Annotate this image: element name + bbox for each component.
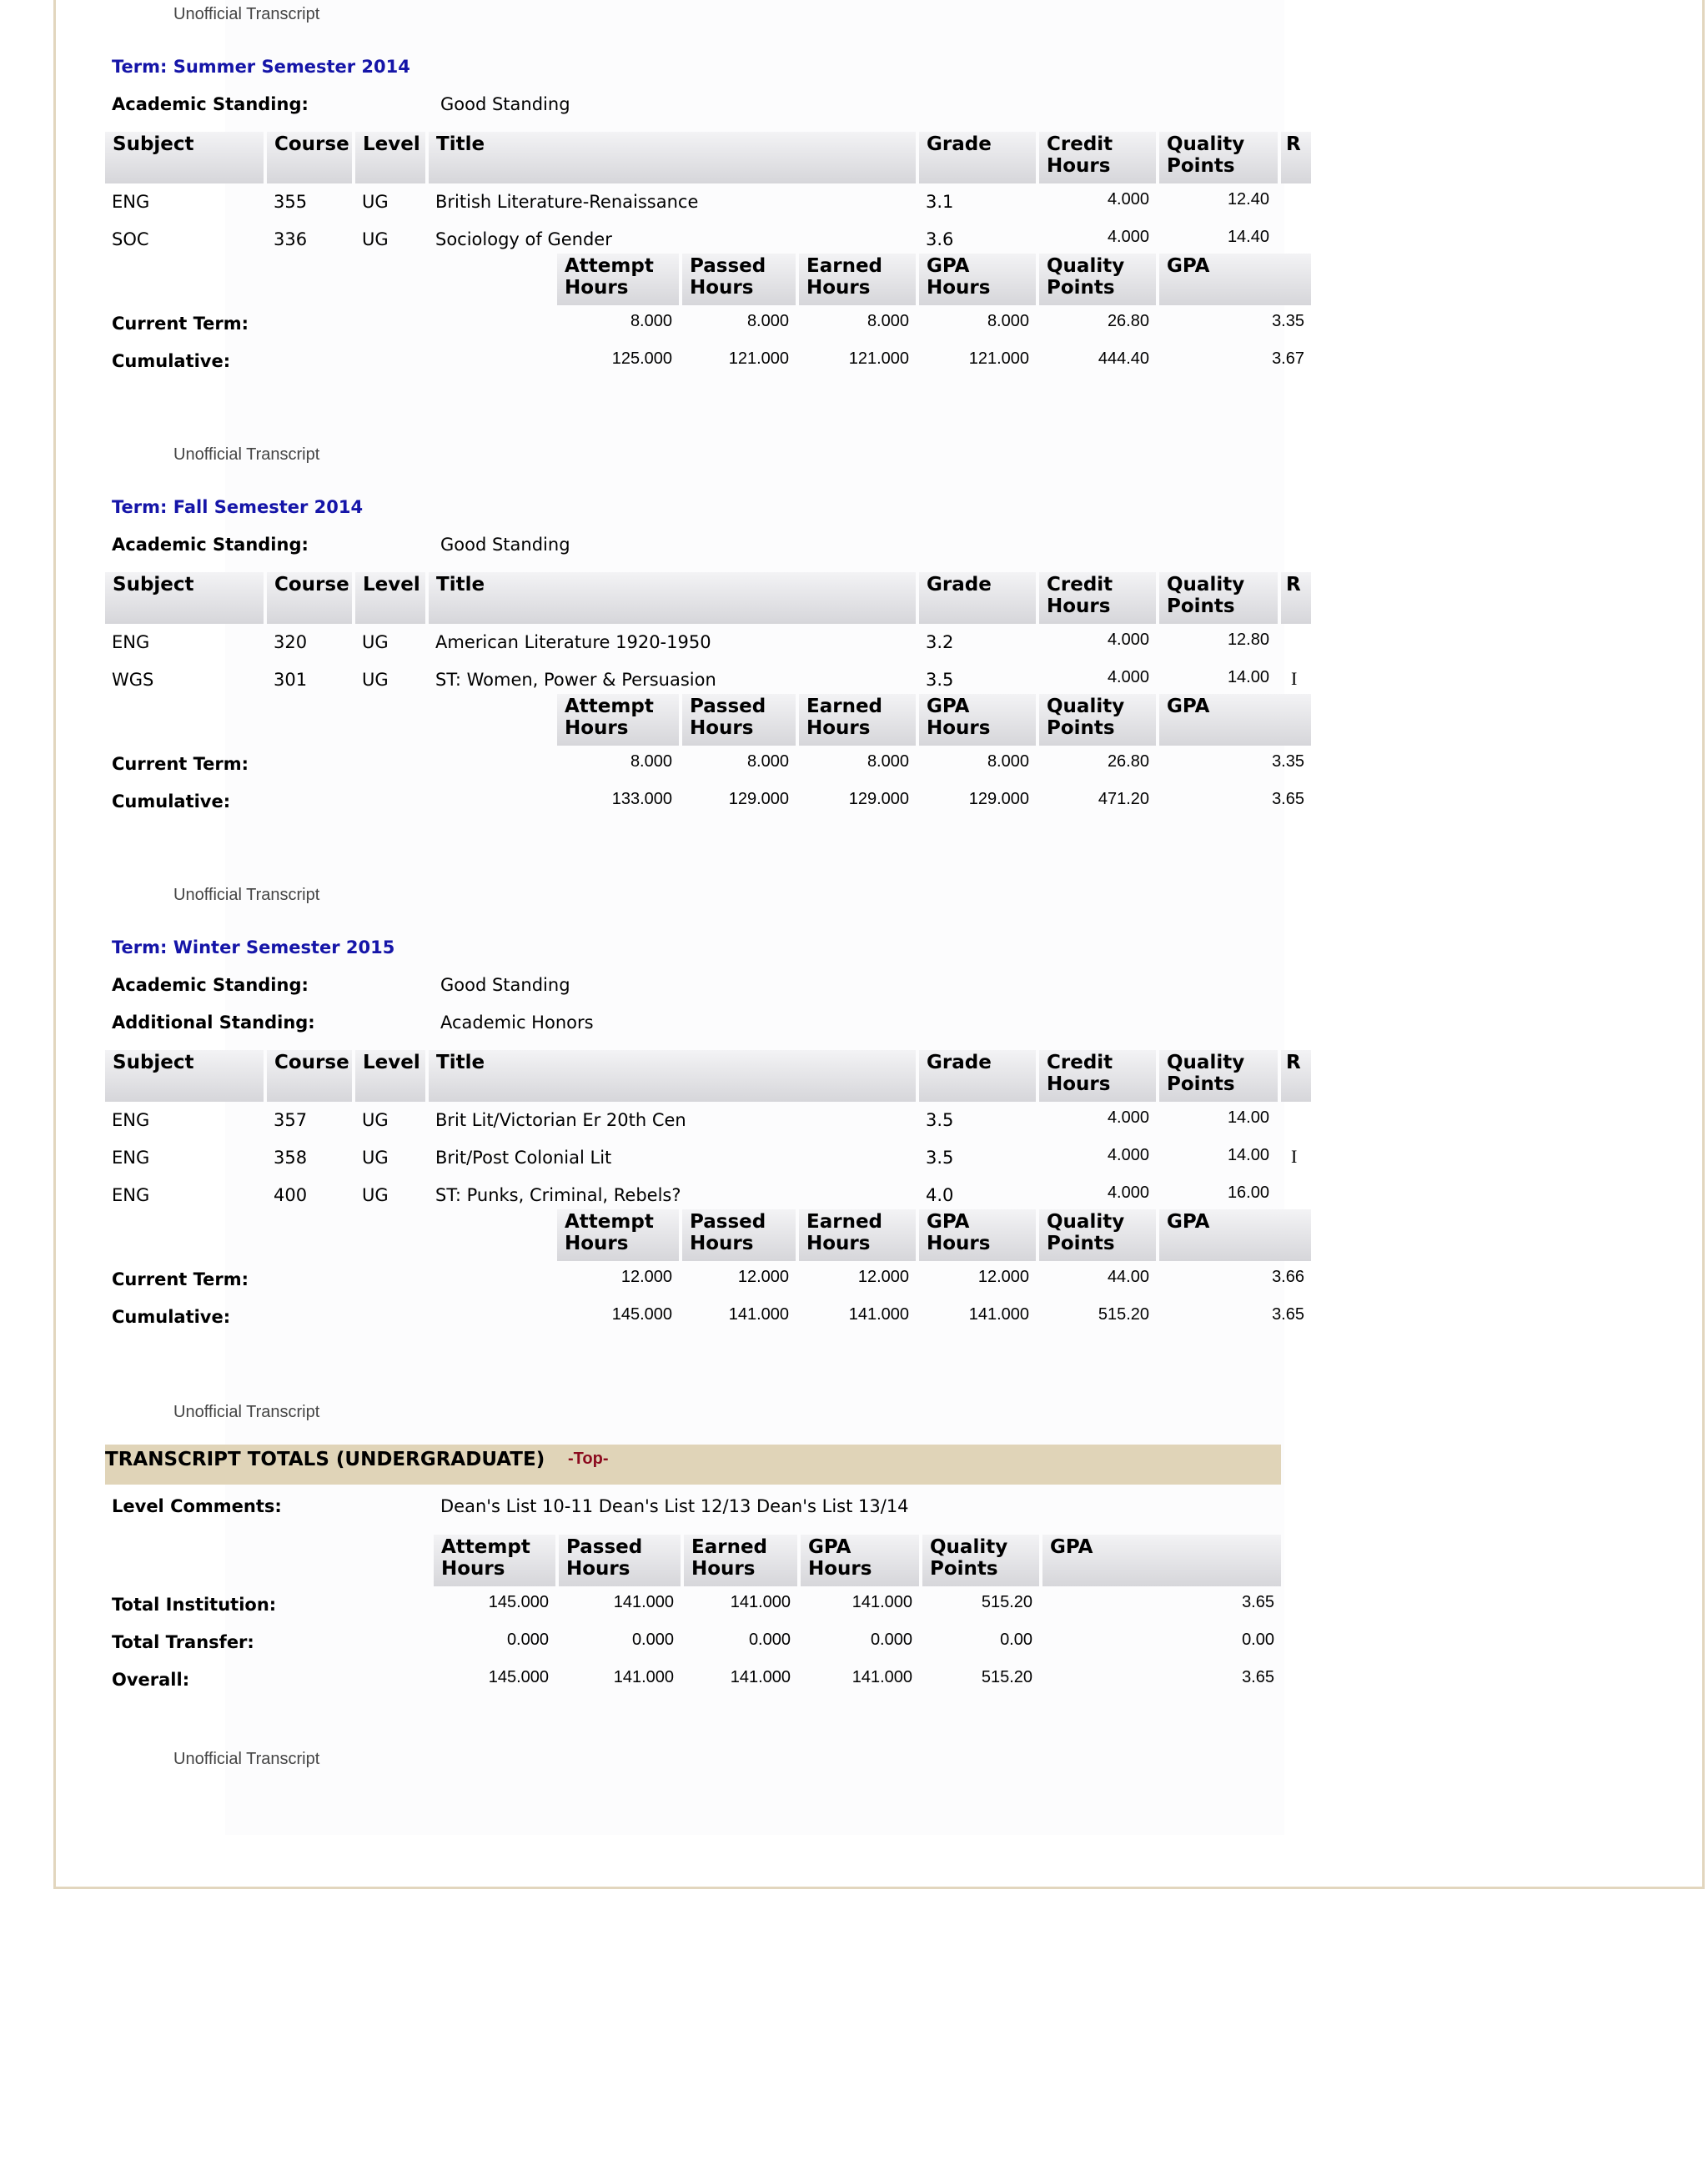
course-table-header [105,572,1311,624]
stat-header-gpa_hours: GPA Hours [919,254,1036,305]
course-title: American Literature 1920-1950 [435,632,711,652]
course-grade: 4.0 [926,1185,954,1205]
term-section [105,57,1314,371]
course-title: British Literature-Renaissance [435,192,699,212]
current-term-earned: 8.000 [867,312,909,330]
academic-standing-label: Academic Standing: [112,975,309,995]
course-quality-points: 14.00 [1227,1146,1269,1164]
totals-row-label: Total Institution: [112,1595,277,1615]
course-number: 336 [274,229,308,249]
academic-standing-label: Academic Standing: [112,94,309,114]
course-grade: 3.5 [926,1148,954,1168]
course-subject: SOC [112,229,149,249]
course-quality-points: 12.40 [1227,190,1269,209]
current-term-earned: 12.000 [857,1268,909,1286]
unofficial-transcript-label: Unofficial Transcript [173,1403,320,1421]
academic-standing-label: Academic Standing: [112,535,309,555]
additional-standing-label: Additional Standing: [112,1013,315,1033]
course-credit-hours: 4.000 [1107,190,1149,209]
totals-gpa_hours: 0.000 [870,1631,912,1649]
totals-passed: 141.000 [613,1668,674,1686]
cumulative-quality: 515.20 [1098,1305,1149,1324]
course-number: 358 [274,1148,308,1168]
term-stats-header [105,254,1311,305]
course-subject: ENG [112,192,150,212]
cumulative-passed: 121.000 [728,349,789,368]
header-title: Title [429,1050,916,1102]
course-repeat-flag: I [1291,668,1298,689]
course-title: Brit/Post Colonial Lit [435,1148,612,1168]
course-quality-points: 14.00 [1227,1108,1269,1127]
current-term-attempt: 8.000 [630,752,672,771]
cumulative-gpa_hours: 129.000 [968,790,1029,808]
stat-header-earned: Earned Hours [799,1209,916,1261]
cumulative-earned: 121.000 [848,349,909,368]
course-number: 357 [274,1110,308,1130]
stat-header-quality: Quality Points [1039,254,1156,305]
current-term-passed: 12.000 [737,1268,789,1286]
header-grade: Grade [919,572,1036,624]
header-credit: Credit Hours [1039,1050,1156,1102]
totals-bar [105,1445,1281,1485]
stat-header-earned: Earned Hours [799,254,916,305]
term-stats-header [105,1209,1311,1261]
course-subject: WGS [112,670,154,690]
course-subject: ENG [112,1148,150,1168]
course-grade: 3.2 [926,632,954,652]
course-quality-points: 16.00 [1227,1183,1269,1202]
current-term-gpa: 3.35 [1272,312,1304,330]
totals-gpa_hours: 141.000 [851,1668,912,1686]
current-term-gpa: 3.66 [1272,1268,1304,1286]
header-course: Course [267,572,352,624]
header-title: Title [429,572,916,624]
current-term-attempt: 12.000 [620,1268,672,1286]
header-credit: Credit Hours [1039,572,1156,624]
current-term-quality: 26.80 [1107,752,1149,771]
course-quality-points: 14.00 [1227,668,1269,686]
academic-standing-value: Good Standing [440,94,570,114]
header-level: Level [355,1050,425,1102]
course-credit-hours: 4.000 [1107,1146,1149,1164]
stat-header-attempt: Attempt Hours [557,694,679,746]
stat-header-gpa_hours: GPA Hours [919,694,1036,746]
current-term-quality: 26.80 [1107,312,1149,330]
current-term-label: Current Term: [112,754,249,774]
current-term-label: Current Term: [112,314,249,334]
term-stats-header [105,694,1311,746]
totals-gpa_hours: 141.000 [851,1593,912,1611]
header-quality: Quality Points [1159,1050,1278,1102]
unofficial-transcript-label: Unofficial Transcript [173,445,320,464]
course-level: UG [362,670,389,690]
academic-standing-value: Good Standing [440,535,570,555]
current-term-passed: 8.000 [746,312,789,330]
totals-row-label: Overall: [112,1670,190,1690]
totals-header-gpa_hours: GPA Hours [801,1535,919,1586]
course-number: 355 [274,192,308,212]
course-credit-hours: 4.000 [1107,1108,1149,1127]
totals-row-label: Total Transfer: [112,1632,254,1652]
current-term-gpa_hours: 8.000 [987,752,1029,771]
course-number: 320 [274,632,308,652]
term-section [105,937,1314,1327]
header-grade: Grade [919,1050,1036,1102]
header-course: Course [267,1050,352,1102]
header-credit: Credit Hours [1039,132,1156,183]
course-number: 301 [274,670,308,690]
course-level: UG [362,1185,389,1205]
cumulative-attempt: 145.000 [611,1305,672,1324]
totals-header-quality: Quality Points [922,1535,1039,1586]
header-course: Course [267,132,352,183]
stat-header-gpa: GPA [1159,254,1311,305]
course-title: Sociology of Gender [435,229,612,249]
course-quality-points: 12.80 [1227,631,1269,649]
cumulative-quality: 471.20 [1098,790,1149,808]
stat-header-gpa_hours: GPA Hours [919,1209,1036,1261]
totals-gpa: 3.65 [1242,1668,1274,1686]
course-credit-hours: 4.000 [1107,631,1149,649]
totals-earned: 0.000 [748,1631,791,1649]
stat-header-earned: Earned Hours [799,694,916,746]
course-level: UG [362,1148,389,1168]
course-number: 400 [274,1185,308,1205]
additional-standing-value: Academic Honors [440,1013,594,1033]
course-credit-hours: 4.000 [1107,228,1149,246]
header-r: R [1281,132,1311,183]
totals-gpa: 0.00 [1242,1631,1274,1649]
stat-header-passed: Passed Hours [682,694,796,746]
current-term-gpa_hours: 12.000 [977,1268,1029,1286]
course-table-header [105,132,1311,183]
totals-passed: 141.000 [613,1593,674,1611]
course-level: UG [362,632,389,652]
header-subject: Subject [105,132,264,183]
current-term-gpa: 3.35 [1272,752,1304,771]
transcript-totals-section [105,1445,1314,1690]
course-credit-hours: 4.000 [1107,1183,1149,1202]
course-table-header [105,1050,1311,1102]
cumulative-attempt: 133.000 [611,790,672,808]
header-grade: Grade [919,132,1036,183]
unofficial-transcript-label: Unofficial Transcript [173,1750,320,1768]
cumulative-label: Cumulative: [112,792,231,812]
course-subject: ENG [112,1110,150,1130]
stat-header-gpa: GPA [1159,1209,1311,1261]
totals-quality: 0.00 [1000,1631,1032,1649]
cumulative-quality: 444.40 [1098,349,1149,368]
totals-attempt: 0.000 [506,1631,549,1649]
cumulative-gpa: 3.65 [1272,1305,1304,1324]
cumulative-gpa: 3.65 [1272,790,1304,808]
term-title: Term: Summer Semester 2014 [112,57,410,77]
current-term-earned: 8.000 [867,752,909,771]
unofficial-transcript-label: Unofficial Transcript [173,5,320,23]
header-subject: Subject [105,572,264,624]
totals-earned: 141.000 [730,1668,791,1686]
course-subject: ENG [112,632,150,652]
totals-attempt: 145.000 [488,1593,549,1611]
level-comments-label: Level Comments: [112,1496,282,1516]
course-repeat-flag: I [1291,1146,1298,1167]
cumulative-attempt: 125.000 [611,349,672,368]
cumulative-passed: 129.000 [728,790,789,808]
header-r: R [1281,572,1311,624]
course-level: UG [362,192,389,212]
stat-header-gpa: GPA [1159,694,1311,746]
current-term-label: Current Term: [112,1269,249,1289]
course-title: ST: Punks, Criminal, Rebels? [435,1185,681,1205]
cumulative-passed: 141.000 [728,1305,789,1324]
academic-standing-value: Good Standing [440,975,570,995]
cumulative-earned: 141.000 [848,1305,909,1324]
header-r: R [1281,1050,1311,1102]
course-subject: ENG [112,1185,150,1205]
cumulative-label: Cumulative: [112,351,231,371]
totals-passed: 0.000 [631,1631,674,1649]
cumulative-gpa: 3.67 [1272,349,1304,368]
current-term-gpa_hours: 8.000 [987,312,1029,330]
cumulative-label: Cumulative: [112,1307,231,1327]
top-link[interactable]: -Top- [568,1450,609,1468]
totals-quality: 515.20 [981,1593,1032,1611]
totals-attempt: 145.000 [488,1668,549,1686]
stat-header-quality: Quality Points [1039,694,1156,746]
header-level: Level [355,572,425,624]
course-title: ST: Women, Power & Persuasion [435,670,716,690]
course-level: UG [362,1110,389,1130]
term-title: Term: Fall Semester 2014 [112,497,364,517]
term-title: Term: Winter Semester 2015 [112,937,395,957]
header-level: Level [355,132,425,183]
totals-header-gpa: GPA [1042,1535,1281,1586]
course-credit-hours: 4.000 [1107,668,1149,686]
term-section [105,497,1314,812]
current-term-passed: 8.000 [746,752,789,771]
course-level: UG [362,229,389,249]
stat-header-attempt: Attempt Hours [557,1209,679,1261]
unofficial-transcript-label: Unofficial Transcript [173,886,320,904]
course-title: Brit Lit/Victorian Er 20th Cen [435,1110,686,1130]
totals-header-attempt: Attempt Hours [434,1535,555,1586]
course-grade: 3.1 [926,192,954,212]
course-grade: 3.5 [926,670,954,690]
totals-gpa: 3.65 [1242,1593,1274,1611]
cumulative-earned: 129.000 [848,790,909,808]
course-grade: 3.5 [926,1110,954,1130]
stat-header-passed: Passed Hours [682,254,796,305]
stat-header-quality: Quality Points [1039,1209,1156,1261]
totals-stats-header [105,1535,1281,1586]
header-subject: Subject [105,1050,264,1102]
totals-title: TRANSCRIPT TOTALS (UNDERGRADUATE) [105,1449,545,1470]
header-title: Title [429,132,916,183]
stat-header-passed: Passed Hours [682,1209,796,1261]
current-term-quality: 44.00 [1107,1268,1149,1286]
stat-header-attempt: Attempt Hours [557,254,679,305]
course-quality-points: 14.40 [1227,228,1269,246]
totals-header-earned: Earned Hours [684,1535,797,1586]
totals-quality: 515.20 [981,1668,1032,1686]
cumulative-gpa_hours: 121.000 [968,349,1029,368]
totals-header-passed: Passed Hours [559,1535,681,1586]
header-quality: Quality Points [1159,572,1278,624]
header-quality: Quality Points [1159,132,1278,183]
current-term-attempt: 8.000 [630,312,672,330]
course-grade: 3.6 [926,229,954,249]
cumulative-gpa_hours: 141.000 [968,1305,1029,1324]
level-comments-value: Dean's List 10-11 Dean's List 12/13 Dean's List 13/14 [440,1496,909,1516]
totals-earned: 141.000 [730,1593,791,1611]
